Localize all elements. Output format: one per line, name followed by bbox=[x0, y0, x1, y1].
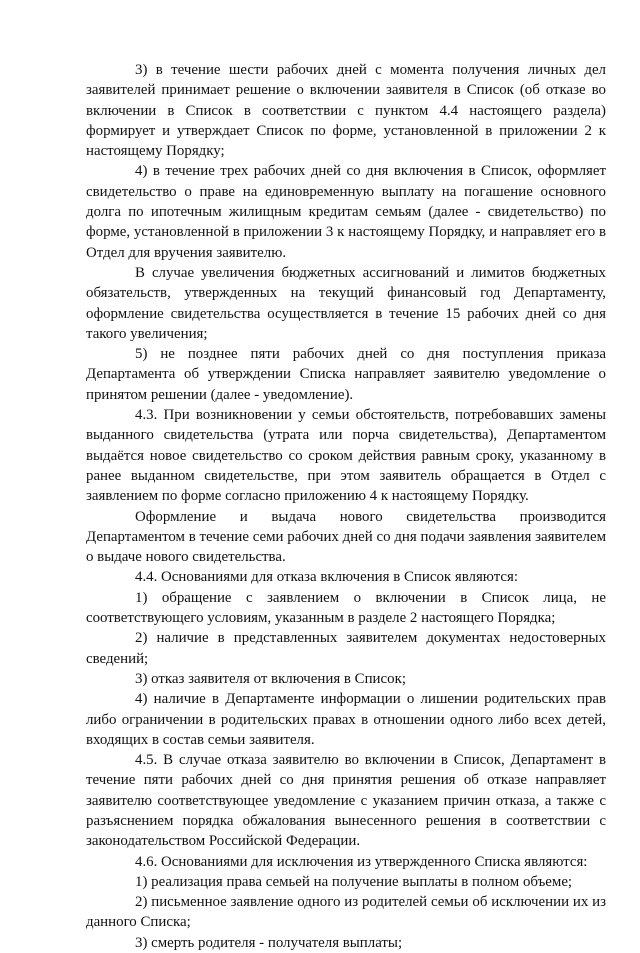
paragraph-exclusion-reason-1: 1) реализация права семьей на получение выплаты в полном объеме; bbox=[135, 873, 573, 890]
paragraph-refusal-reason-2: 2) наличие в представленных заявителем документах недостоверных сведений; bbox=[86, 630, 606, 667]
paragraph-item-4-certificate: 4) в течение трех рабочих дней со дня включения в Список, оформляет свидетельство о праве на единовременную выплату на погашение основного долга по ипотечным жилищным кредитам семьям (далее - свидетельство) по форме, установленной в приложении 3 к настоящему Порядку, и направляет его в Отдел для вручения заявителю. bbox=[86, 163, 606, 261]
paragraph-section-4-4: 4.4. Основаниями для отказа включения в Список являются: bbox=[135, 569, 519, 586]
paragraph-refusal-reason-3: 3) отказ заявителя от включения в Список; bbox=[135, 670, 406, 687]
paragraph-new-certificate-issue: Оформление и выдача нового свидетельства производится Департаментом в течение семи рабочих дней со дня подачи заявления заявителем о выдаче нового свидетельства. bbox=[86, 508, 606, 566]
paragraph-exclusion-reason-3: 3) смерть родителя - получателя выплаты; bbox=[135, 934, 403, 951]
document-page bbox=[86, 60, 606, 953]
paragraph-section-4-6: 4.6. Основаниями для исключения из утвержденного Списка являются: bbox=[135, 853, 588, 870]
paragraph-section-4-5: 4.5. В случае отказа заявителю во включении в Список, Департамент в течение пяти рабочих дней со дня принятия решения об отказе направляет заявителю соответствующее уведомление с указанием причин отказа, а также с разъяснением порядка обжалования вынесенного решения в соответствии с законодательством Российской Федерации. bbox=[86, 752, 606, 850]
paragraph-refusal-reason-1: 1) обращение с заявлением о включении в Список лица, не соответствующего условиям, указанным в разделе 2 настоящего Порядка; bbox=[86, 589, 606, 627]
paragraph-item-5-notification: 5) не позднее пяти рабочих дней со дня поступления приказа Департамента об утверждении Списка направляет заявителю уведомление о принятом решении (далее - уведомление). bbox=[86, 346, 606, 403]
paragraph-exclusion-reason-2: 2) письменное заявление одного из родителей семьи об исключении их из данного Списка; bbox=[86, 894, 606, 931]
paragraph-budget-increase: В случае увеличения бюджетных ассигнований и лимитов бюджетных обязательств, утвержденных на текущий финансовый год Департаменту, оформление свидетельства осуществляется в течение 15 рабочих дней со дня такого увеличения; bbox=[86, 264, 606, 342]
paragraph-section-4-3: 4.3. При возникновении у семьи обстоятельств, потребовавших замены выданного свидетельства (утрата или порча свидетельства), Департаментом выдаётся новое свидетельство со сроком действия равным сроку, указанному в ранее выданном свидетельстве, при этом заявитель обращается в Отдел с заявлением по форме согласно приложению 4 к настоящему Порядку. bbox=[86, 407, 606, 505]
paragraph-item-3-decision: 3) в течение шести рабочих дней с момента получения личных дел заявителей принимает решение о включении заявителя в Список (об отказе во включении в Список в соответствии с пунктом 4.4 настоящего раздела) формирует и утверждает Список по форме, установленной в приложении 2 к настоящему Порядку; bbox=[86, 62, 606, 160]
paragraph-refusal-reason-4: 4) наличие в Департаменте информации о лишении родительских прав либо ограничении в родительских правах в отношении одного либо всех детей, входящих в состав семьи заявителя. bbox=[86, 691, 606, 748]
